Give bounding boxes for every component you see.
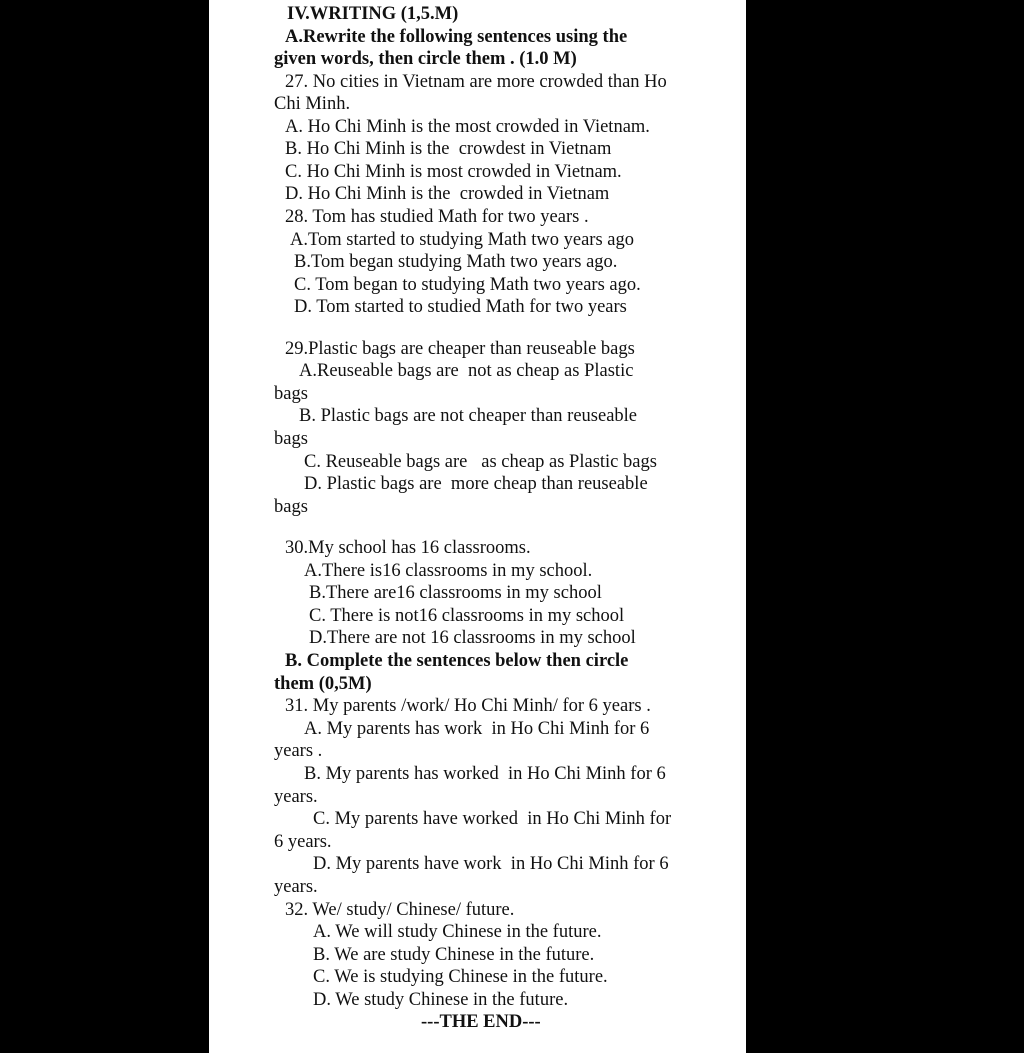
section-title: IV.WRITING (1,5.M) xyxy=(287,4,459,24)
end-marker: ---THE END--- xyxy=(421,1012,541,1032)
q31-option-a-line-1: A. My parents has work in Ho Chi Minh for 6 xyxy=(304,719,650,739)
q28-option-c: C. Tom began to studying Math two years ago. xyxy=(294,275,641,295)
q29-option-b-line-2: bags xyxy=(274,429,308,449)
q30-option-a: A.There is16 classrooms in my school. xyxy=(304,561,593,581)
q31-option-d-line-2: years. xyxy=(274,877,318,897)
q32-option-c: C. We is studying Chinese in the future. xyxy=(313,967,608,987)
q31-option-c-line-1: C. My parents have worked in Ho Chi Minh for xyxy=(313,809,672,829)
q31-option-d-line-1: D. My parents have work in Ho Chi Minh for 6 xyxy=(313,854,669,874)
q30-option-b: B.There are16 classrooms in my school xyxy=(309,583,602,603)
q31-option-a-line-2: years . xyxy=(274,741,323,761)
q27-stem-line-1: 27. No cities in Vietnam are more crowded than Ho xyxy=(285,72,667,92)
q27-stem-line-2: Chi Minh. xyxy=(274,94,351,114)
q29-option-d-line-2: bags xyxy=(274,497,308,517)
q30-option-c: C. There is not16 classrooms in my school xyxy=(309,606,625,626)
q29-option-b-line-1: B. Plastic bags are not cheaper than reuseable xyxy=(299,406,638,426)
q29-option-d-line-1: D. Plastic bags are more cheap than reuseable xyxy=(304,474,648,494)
q27-option-c: C. Ho Chi Minh is most crowded in Vietnam. xyxy=(285,162,622,182)
part-a-heading-line-1: A.Rewrite the following sentences using the xyxy=(285,27,628,47)
q28-option-d: D. Tom started to studied Math for two years xyxy=(294,297,627,317)
q27-option-b: B. Ho Chi Minh is the crowdest in Vietnam xyxy=(285,139,612,159)
q32-option-a: A. We will study Chinese in the future. xyxy=(313,922,602,942)
exam-page xyxy=(209,0,746,1053)
q32-option-d: D. We study Chinese in the future. xyxy=(313,990,569,1010)
q32-option-b: B. We are study Chinese in the future. xyxy=(313,945,595,965)
q29-stem: 29.Plastic bags are cheaper than reuseable bags xyxy=(285,339,635,359)
q32-stem: 32. We/ study/ Chinese/ future. xyxy=(285,900,515,920)
q31-option-c-line-2: 6 years. xyxy=(274,832,332,852)
q31-stem: 31. My parents /work/ Ho Chi Minh/ for 6 years . xyxy=(285,696,651,716)
q31-option-b-line-2: years. xyxy=(274,787,318,807)
q29-option-a-line-2: bags xyxy=(274,384,308,404)
q29-option-c: C. Reuseable bags are as cheap as Plastic bags xyxy=(304,452,657,472)
q31-option-b-line-1: B. My parents has worked in Ho Chi Minh for 6 xyxy=(304,764,666,784)
q30-option-d: D.There are not 16 classrooms in my school xyxy=(309,628,636,648)
q30-stem: 30.My school has 16 classrooms. xyxy=(285,538,531,558)
q28-stem: 28. Tom has studied Math for two years . xyxy=(285,207,589,227)
part-b-heading-line-2: them (0,5M) xyxy=(274,674,372,694)
q27-option-d: D. Ho Chi Minh is the crowded in Vietnam xyxy=(285,184,610,204)
q28-option-a: A.Tom started to studying Math two years ago xyxy=(290,230,634,250)
q27-option-a: A. Ho Chi Minh is the most crowded in Vietnam. xyxy=(285,117,650,137)
part-a-heading-line-2: given words, then circle them . (1.0 M) xyxy=(274,49,577,69)
part-b-heading-line-1: B. Complete the sentences below then circle xyxy=(285,651,629,671)
q28-option-b: B.Tom began studying Math two years ago. xyxy=(294,252,618,272)
q29-option-a-line-1: A.Reuseable bags are not as cheap as Plastic xyxy=(299,361,634,381)
